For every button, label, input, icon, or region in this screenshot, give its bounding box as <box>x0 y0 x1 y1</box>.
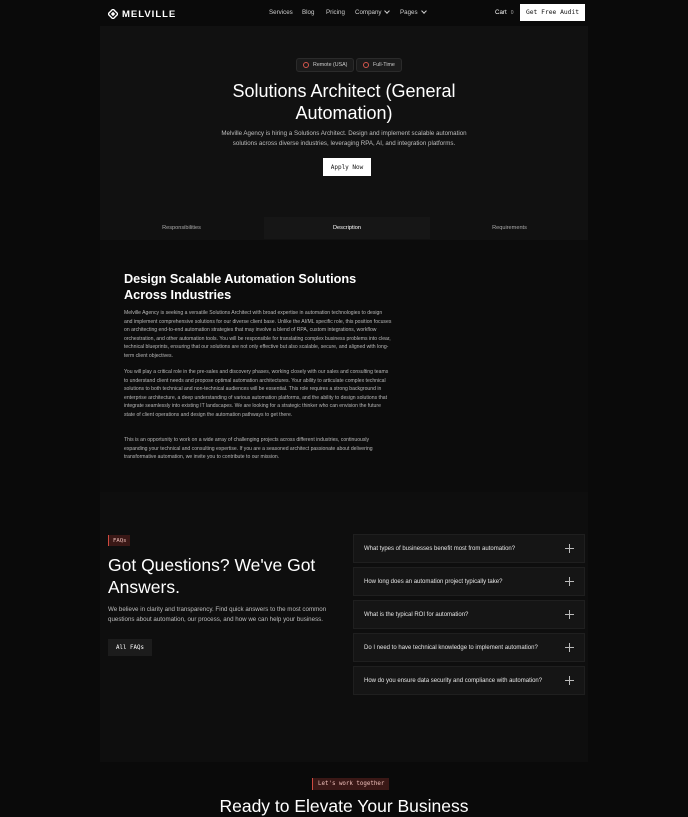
plus-icon <box>565 610 574 619</box>
top-nav <box>0 0 688 26</box>
brand-logo[interactable] <box>108 8 176 20</box>
faq-question: Do I need to have technical knowledge to implement automation? <box>364 644 538 651</box>
tag-employment-label: Full-Time <box>373 62 395 68</box>
cart-count: 0 <box>510 10 514 16</box>
tab-requirements[interactable]: Requirements <box>492 225 527 231</box>
tag-location-label: Remote (USA) <box>313 62 348 68</box>
faq-question: What is the typical ROI for automation? <box>364 611 469 618</box>
apply-now-button[interactable]: Apply Now <box>323 158 371 176</box>
clock-icon <box>363 62 369 68</box>
nav-link-services[interactable]: Services <box>269 9 293 16</box>
description-paragraph: This is an opportunity to work on a wide array of challenging projects across different industries, continuously expanding your technical and consulting expertise. If you are a seasoned architect passionate about delivering transformative automation, we invite you to contribute to our mission. <box>124 437 373 461</box>
faq-item[interactable] <box>353 666 585 695</box>
plus-icon <box>565 544 574 553</box>
faq-description: We believe in clarity and transparency. Find quick answers to the most common questions about automation, our process, and how we can help your business. <box>108 606 327 624</box>
nav-link-company[interactable] <box>355 9 389 16</box>
cart-label: Cart <box>495 9 507 16</box>
get-free-audit-button[interactable]: Get Free Audit <box>520 4 585 21</box>
logo-icon <box>108 9 118 19</box>
plus-icon <box>565 643 574 652</box>
plus-icon <box>565 676 574 685</box>
nav-link-pricing[interactable]: Pricing <box>326 9 345 16</box>
faq-question: How do you ensure data security and compliance with automation? <box>364 677 543 684</box>
tab-bar <box>100 217 588 239</box>
tab-responsibilities[interactable]: Responsibilities <box>162 225 201 231</box>
brand-name: MELVILLE <box>122 8 177 20</box>
faq-item[interactable] <box>353 600 585 629</box>
page-title: Solutions Architect (General Automation) <box>232 81 456 123</box>
description-paragraph: You will play a critical role in the pre-sales and discovery phases, working closely with our sales and consulting teams to understand client needs and propose optimal automation architectures. Your ability to articulate complex technical solutions to both technical and non-technical audiences will be essential. This role requires a strong background in enterprise architecture, a deep understanding of various automation platforms, and the ability to design solutions that integrate seamlessly into existing IT landscapes. We are looking for a strategic thinker who can envision the future state of client operations and design the automation pathways to get there. <box>124 369 389 418</box>
hero-description: Melville Agency is hiring a Solutions Architect. Design and implement scalable automation solutions across diverse industries, leveraging RPA, AI, and integration platforms. <box>221 130 467 147</box>
cart-link[interactable] <box>495 9 513 16</box>
plus-icon <box>565 577 574 586</box>
location-pin-icon <box>303 62 309 68</box>
description-paragraph: Melville Agency is seeking a versatile Solutions Architect with broad expertise in automation technologies to design and implement comprehensive solutions for our diverse client base. Unlike the AI/ML specific role, this position focuses on architecting end-to-end automation strategies that may involve a blend of RPA, custom integrations, workflow orchestration, and other automation tools. You will be responsible for translating complex business problems into clear, technical blueprints, ensuring that our solutions are not only effective but also scalable, secure, and aligned with long-term client objectives. <box>124 310 392 359</box>
faq-item[interactable] <box>353 567 585 596</box>
cta-badge: Let's work together <box>312 778 389 790</box>
tag-location <box>296 58 354 72</box>
nav-link-pages[interactable] <box>400 9 426 16</box>
faq-title: Got Questions? We've Got Answers. <box>108 555 316 597</box>
chevron-down-icon <box>421 8 427 14</box>
faq-question: How long does an automation project typically take? <box>364 578 503 585</box>
tab-description[interactable]: Description <box>264 217 430 239</box>
all-faqs-button[interactable]: All FAQs <box>108 639 152 656</box>
nav-link-blog[interactable]: Blog <box>302 9 315 16</box>
nav-link-pages-label: Pages <box>400 9 418 16</box>
faq-badge: FAQs <box>108 535 130 546</box>
tag-employment-type <box>356 58 402 72</box>
faq-question: What types of businesses benefit most from automation? <box>364 545 516 552</box>
chevron-down-icon <box>385 8 391 14</box>
nav-link-company-label: Company <box>355 9 382 16</box>
faq-item[interactable] <box>353 633 585 662</box>
description-heading: Design Scalable Automation Solutions Across Industries <box>124 272 357 302</box>
cta-title: Ready to Elevate Your Business <box>219 796 469 816</box>
faq-item[interactable] <box>353 534 585 563</box>
